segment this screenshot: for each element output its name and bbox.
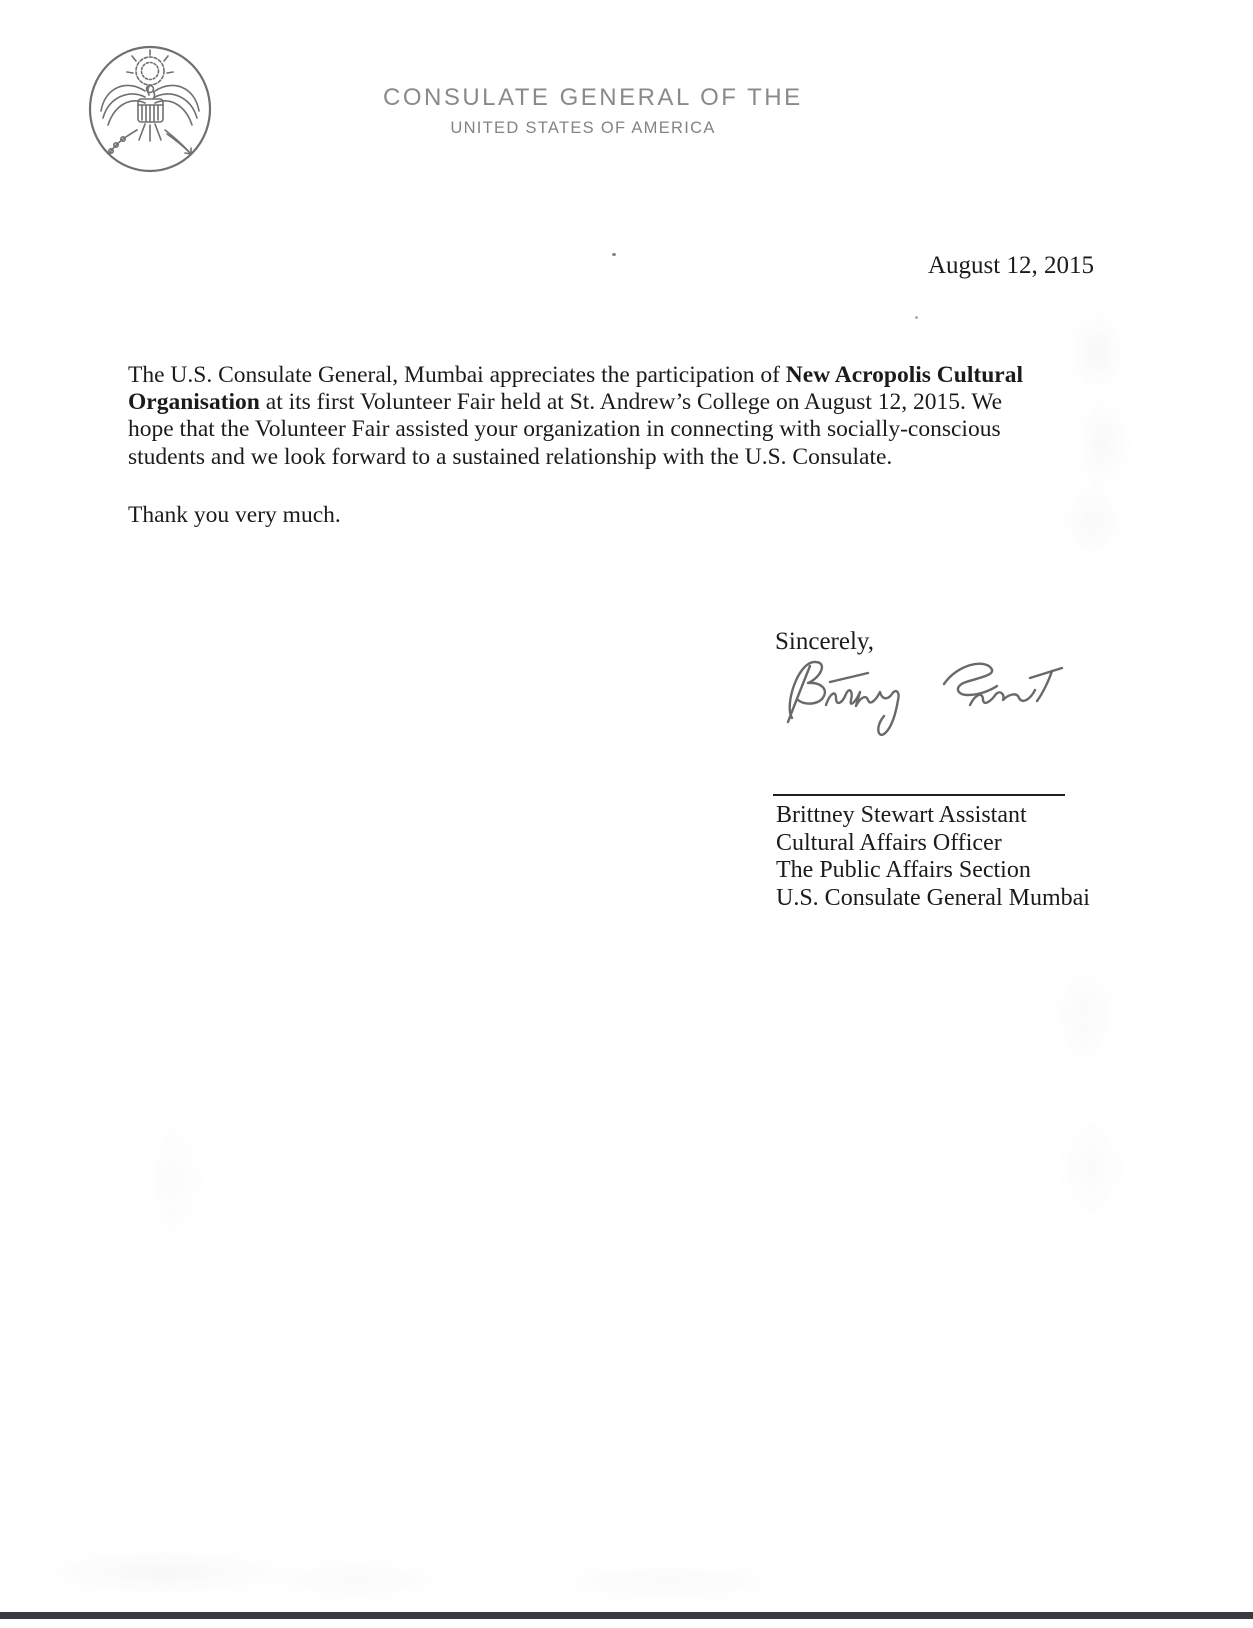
signatory-title: Cultural Affairs Officer [776,829,1002,856]
scan-smudge [20,1535,500,1610]
scan-smudge [480,1540,900,1610]
letterhead-org-line1: CONSULATE GENERAL OF THE [383,84,803,111]
scan-speck [612,253,616,256]
letterhead [383,84,803,138]
letter-body-paragraph [128,362,1053,472]
signature-block [776,802,1090,912]
us-great-seal-icon [87,45,214,175]
scan-ghost-mark [1020,930,1150,1270]
organization-name: New Acropolis Cultural Organisation [128,361,1023,415]
body-text-before-bold: The U.S. Consulate General, Mumbai appreciates the participation of [128,361,786,388]
signatory-section: The Public Affairs Section [776,857,1031,884]
letter-date: August 12, 2015 [928,252,1094,279]
scan-ghost-mark [120,1050,230,1310]
scan-speck [915,316,918,319]
signature-rule [773,794,1065,796]
scanner-edge-bar [0,1612,1253,1619]
handwritten-signature [768,648,1068,778]
body-text-after-bold: at its first Volunteer Fair held at St. Andrew’s College on August 12, 2015. We hope that the Volunteer Fair assisted your organization in connecting with socially-conscious students and we look forward to a sustained relationship with the U.S. Consulate. [128,388,1003,470]
thank-you-line: Thank you very much. [128,502,341,528]
valediction: Sincerely, [775,628,875,655]
signatory-name-title: Brittney Stewart Assistant [776,802,1027,828]
letterhead-org-line2: UNITED STATES OF AMERICA [450,119,716,137]
signatory-office: U.S. Consulate General Mumbai [776,884,1090,911]
scan-ghost-mark [1045,300,1150,560]
